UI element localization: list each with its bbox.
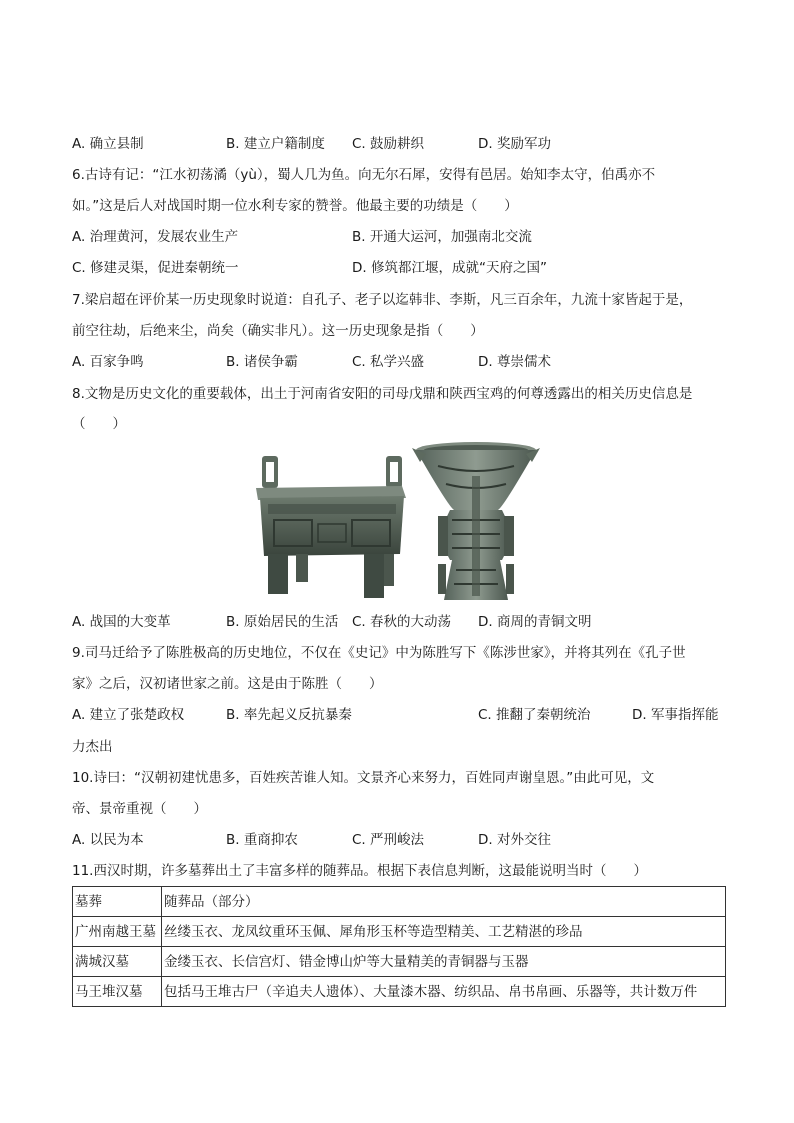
q9-option-b[interactable]: B. 率先起义反抗暴秦 — [226, 707, 352, 723]
tomb-artifacts-table — [72, 886, 726, 1007]
q10-stem-line2: 帝、景帝重视（ ） — [72, 801, 207, 817]
table-cell-tomb: 广州南越王墓 — [73, 917, 162, 947]
bronze-artifacts-image — [252, 436, 548, 606]
q8-option-c[interactable]: C. 春秋的大动荡 — [352, 614, 452, 630]
q10-option-c[interactable]: C. 严刑峻法 — [352, 832, 425, 848]
q10-stem-line1: 10.诗曰：“汉朝初建忧患多，百姓疾苦谁人知。文景齐心来努力，百姓同声谢皇恩。”由此可见，文 — [72, 770, 655, 786]
q5-option-b[interactable]: B. 建立户籍制度 — [226, 136, 325, 152]
q9-stem-line1: 9.司马迁给予了陈胜极高的历史地位，不仅在《史记》中为陈胜写下《陈涉世家》，并将其列在《孔子世 — [72, 645, 686, 661]
table-cell-tomb: 马王堆汉墓 — [73, 977, 162, 1007]
table-header-tomb: 墓葬 — [73, 887, 162, 917]
table-cell-items: 丝缕玉衣、龙凤纹重环玉佩、犀角形玉杯等造型精美、工艺精湛的珍品 — [162, 917, 726, 947]
table-row — [73, 977, 726, 1007]
q8-option-a[interactable]: A. 战国的大变革 — [72, 614, 171, 630]
q6-stem-line2: 如。”这是后人对战国时期一位水利专家的赞誉。他最主要的功绩是（ ） — [72, 198, 518, 214]
table-cell-items: 包括马王堆古尸（辛追夫人遗体）、大量漆木器、纺织品、帛书帛画、乐器等，共计数万件 — [162, 977, 726, 1007]
q9-option-a[interactable]: A. 建立了张楚政权 — [72, 707, 185, 723]
q7-stem-line2: 前空往劫，后绝来尘，尚矣（确实非凡）。这一历史现象是指（ ） — [72, 323, 484, 339]
table-row — [73, 947, 726, 977]
table-row — [73, 917, 726, 947]
table-cell-tomb: 满城汉墓 — [73, 947, 162, 977]
q10-option-d[interactable]: D. 对外交往 — [478, 832, 551, 848]
q10-option-a[interactable]: A. 以民为本 — [72, 832, 144, 848]
table-header-items: 随葬品（部分） — [162, 887, 726, 917]
q9-stem-line2: 家》之后，汉初诸世家之前。这是由于陈胜（ ） — [72, 676, 383, 692]
q9-option-d-continued: 力杰出 — [72, 739, 113, 755]
q8-option-b[interactable]: B. 原始居民的生活 — [226, 614, 339, 630]
he-zun-image — [412, 442, 540, 600]
q10-option-b[interactable]: B. 重商抑农 — [226, 832, 298, 848]
q9-option-c[interactable]: C. 推翻了秦朝统治 — [478, 707, 591, 723]
q6-option-a[interactable]: A. 治理黄河，发展农业生产 — [72, 229, 239, 245]
q7-option-d[interactable]: D. 尊崇儒术 — [478, 354, 551, 370]
q8-option-d[interactable]: D. 商周的青铜文明 — [478, 614, 592, 630]
q5-option-c[interactable]: C. 鼓励耕织 — [352, 136, 425, 152]
q8-stem-line1: 8.文物是历史文化的重要载体，出土于河南省安阳的司母戊鼎和陕西宝鸡的何尊透露出的相关历史信息是 — [72, 386, 693, 402]
simu-wu-ding-image — [256, 456, 406, 598]
q8-stem-line2: （ ） — [72, 416, 126, 432]
table-header-row — [73, 887, 726, 917]
q7-option-a[interactable]: A. 百家争鸣 — [72, 354, 144, 370]
q6-option-b[interactable]: B. 开通大运河，加强南北交流 — [352, 229, 532, 245]
table-cell-items: 金缕玉衣、长信宫灯、错金博山炉等大量精美的青铜器与玉器 — [162, 947, 726, 977]
q9-option-d[interactable]: D. 军事指挥能 — [632, 707, 719, 723]
q7-option-c[interactable]: C. 私学兴盛 — [352, 354, 425, 370]
q7-stem-line1: 7.梁启超在评价某一历史现象时说道：自孔子、老子以迄韩非、李斯，凡三百余年，九流十家皆起于是， — [72, 292, 693, 308]
q5-option-d[interactable]: D. 奖励军功 — [478, 136, 551, 152]
q6-stem-line1: 6.古诗有记：“江水初荡潏（yù），蜀人几为鱼。向无尔石犀，安得有邑居。始知李太守，伯禹亦不 — [72, 167, 656, 183]
q5-option-a[interactable]: A. 确立县制 — [72, 136, 144, 152]
q11-stem: 11.西汉时期，许多墓葬出土了丰富多样的随葬品。根据下表信息判断，这最能说明当时（ ） — [72, 863, 647, 879]
q7-option-b[interactable]: B. 诸侯争霸 — [226, 354, 298, 370]
q6-option-c[interactable]: C. 修建灵渠，促进秦朝统一 — [72, 260, 239, 276]
q6-option-d[interactable]: D. 修筑都江堰，成就“天府之国” — [352, 260, 547, 276]
